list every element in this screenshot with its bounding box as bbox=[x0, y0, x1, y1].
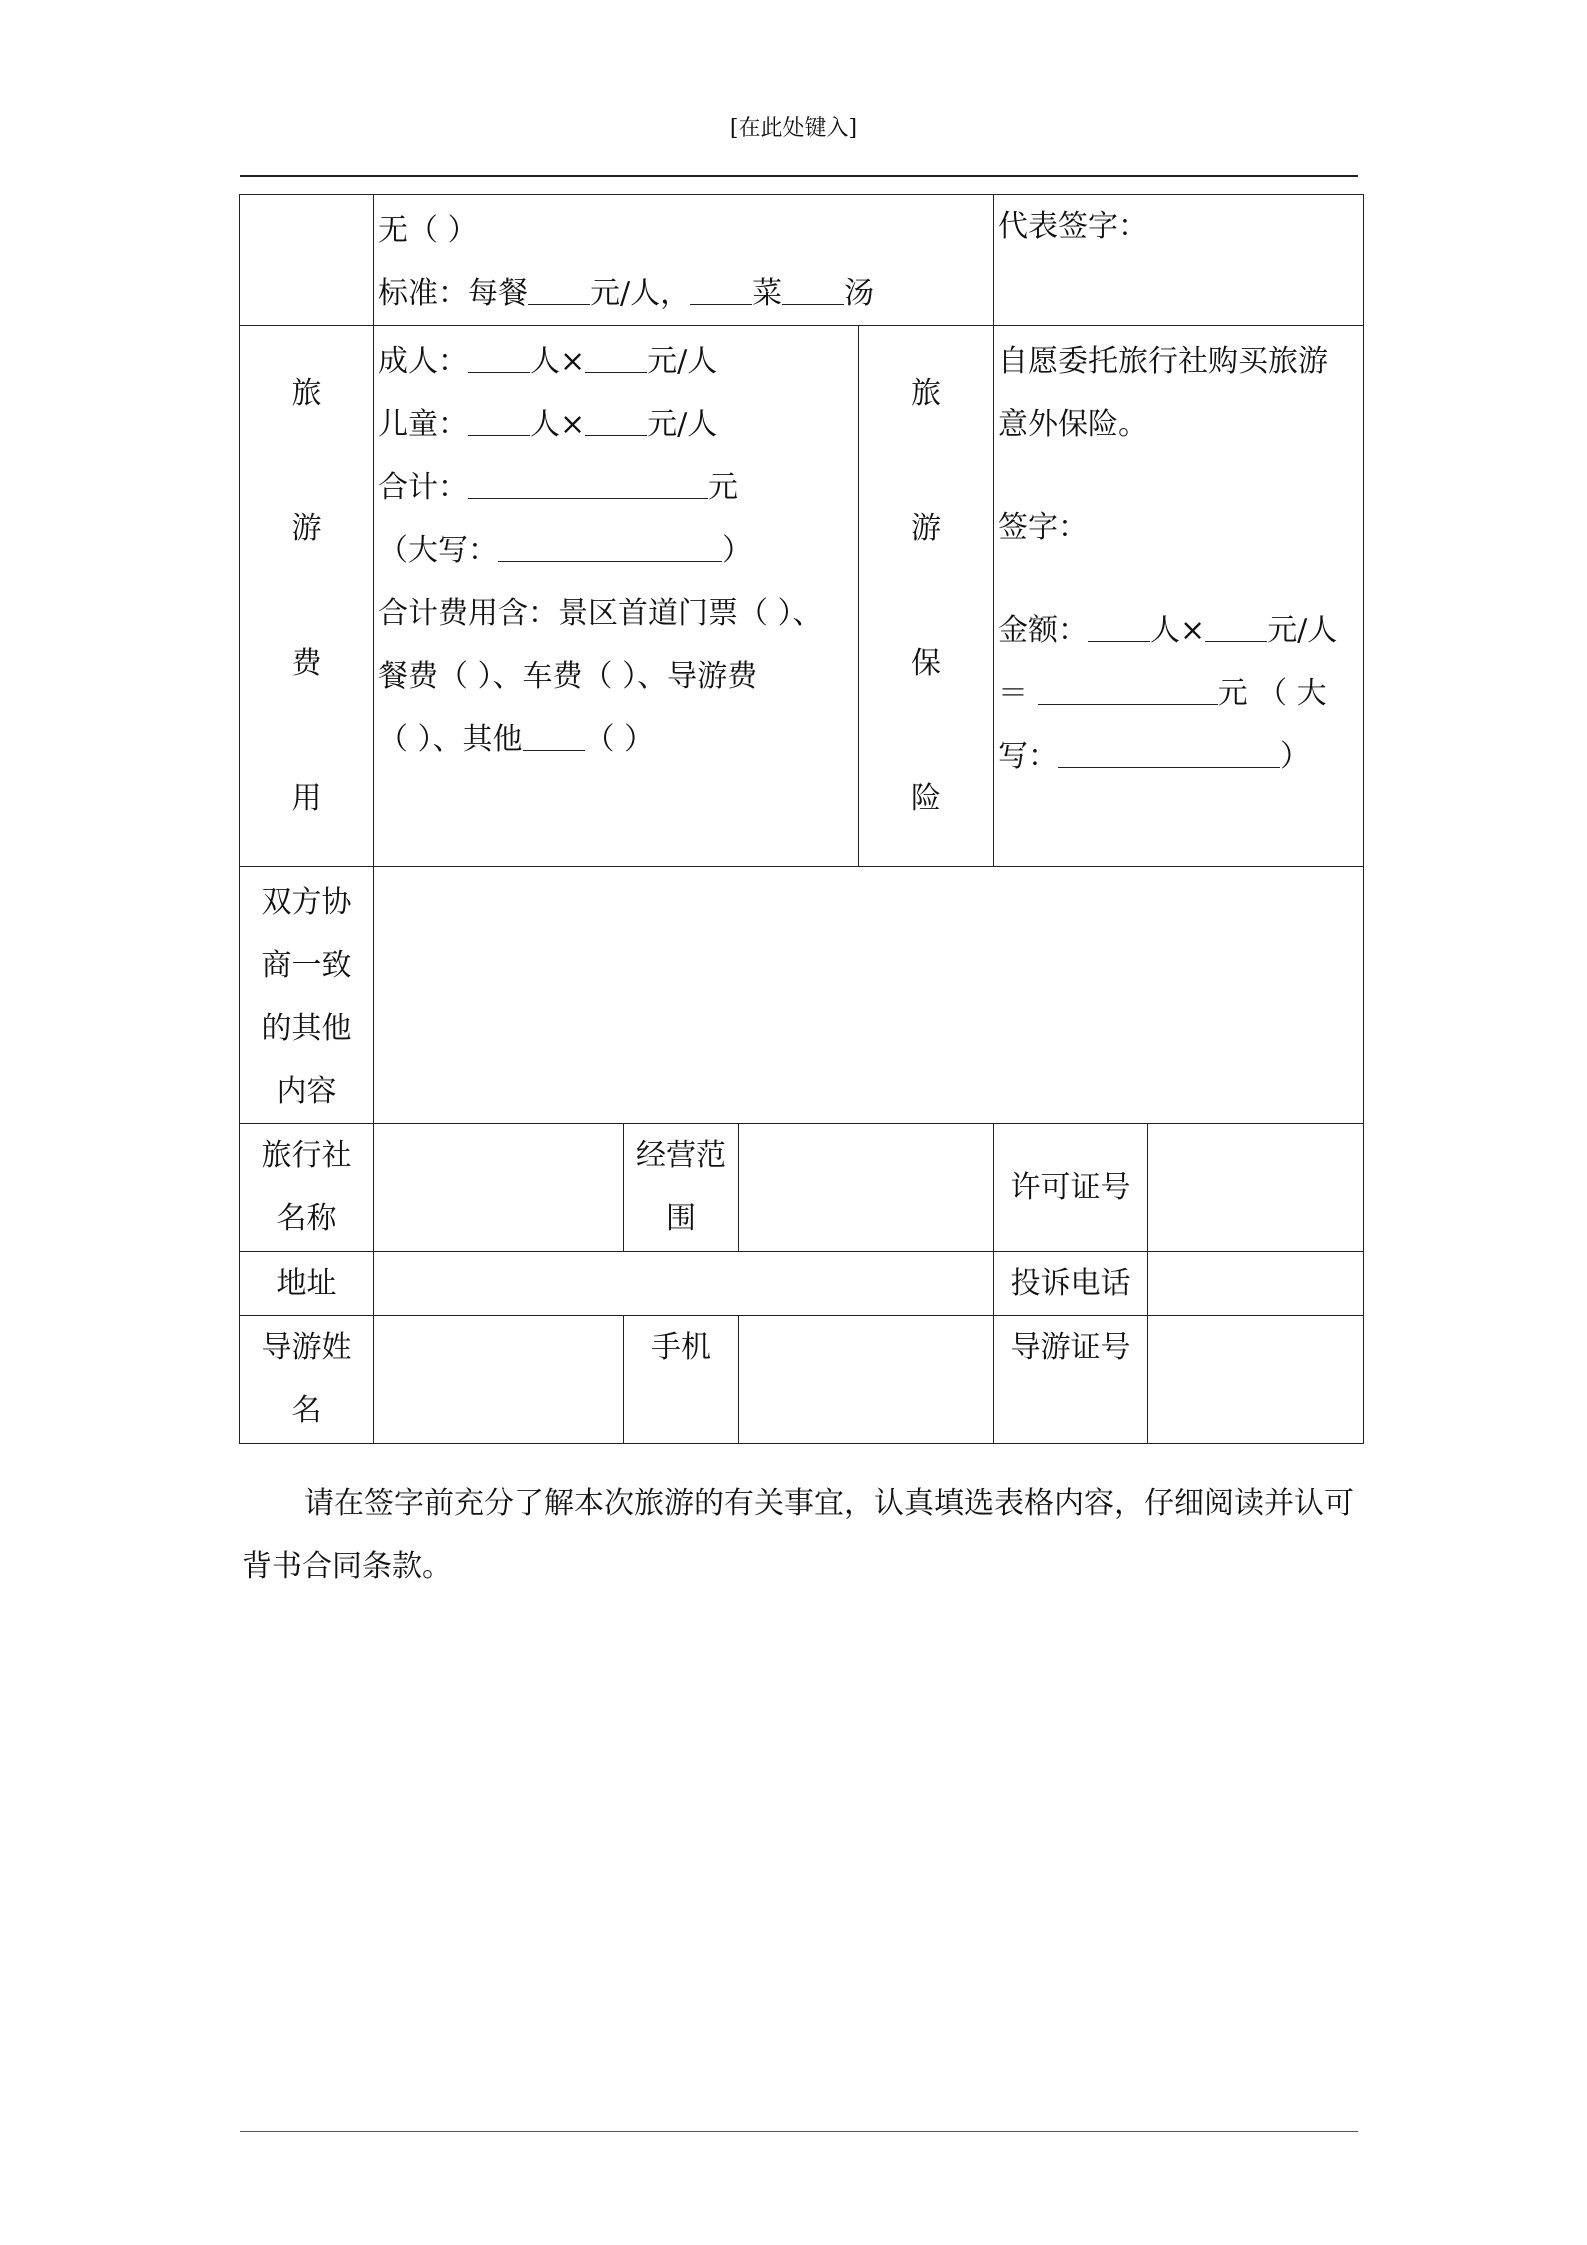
fee-total-suffix: 元 bbox=[708, 470, 738, 505]
address-field[interactable] bbox=[374, 1252, 994, 1316]
meal-signature-cell[interactable] bbox=[994, 195, 1364, 326]
insurance-amount-line bbox=[998, 599, 1359, 662]
agency-name-label: 名称 bbox=[276, 1201, 337, 1236]
guide-cert-label-cell bbox=[994, 1316, 1148, 1444]
insurance-price-blank[interactable] bbox=[1205, 611, 1267, 642]
mobile-label: 手机 bbox=[651, 1330, 711, 1365]
insurance-header-char: 旅 bbox=[911, 375, 942, 411]
insurance-capital-prefix: 写： bbox=[998, 739, 1059, 774]
mobile-field[interactable] bbox=[739, 1316, 994, 1444]
meal-soup-blank[interactable] bbox=[782, 274, 844, 305]
fee-yuan-per-person: 元/人 bbox=[647, 407, 718, 442]
guide-row bbox=[240, 1316, 1364, 1444]
address-label-cell bbox=[240, 1252, 374, 1316]
fee-includes-line bbox=[378, 708, 854, 771]
guide-cert-label: 导游证号 bbox=[1010, 1330, 1131, 1365]
fee-child-price-blank[interactable] bbox=[585, 405, 647, 436]
insurance-sign-label[interactable]: 签字： bbox=[998, 510, 1089, 545]
insurance-content-cell bbox=[994, 326, 1364, 867]
insurance-count-blank[interactable] bbox=[1088, 611, 1150, 642]
fee-content-cell bbox=[374, 326, 859, 867]
fee-includes-other-suffix: （ ） bbox=[584, 722, 655, 757]
fee-header-char: 游 bbox=[291, 510, 322, 546]
license-label: 许可证号 bbox=[1010, 1170, 1131, 1205]
insurance-equals: ＝ bbox=[998, 676, 1029, 711]
insurance-capital-line bbox=[998, 725, 1359, 788]
fee-includes-line: 餐费（ ）、车费（ ）、导游费 bbox=[378, 659, 758, 694]
meal-signature-label: 代表签字： bbox=[998, 209, 1149, 244]
meal-none-option: 无（ ） bbox=[378, 213, 478, 248]
fee-child-prefix: 儿童： bbox=[378, 407, 468, 442]
meal-standard-line bbox=[378, 262, 989, 325]
meal-standard-unit-soup: 汤 bbox=[844, 276, 875, 311]
fee-includes-line: 合计费用含：景区首道门票（ ）、 bbox=[378, 596, 823, 631]
fee-total-blank[interactable] bbox=[468, 468, 708, 499]
insurance-equals-line bbox=[998, 662, 1359, 725]
fee-capital-prefix: （大写： bbox=[378, 533, 498, 568]
other-content-label: 商一致 bbox=[261, 948, 352, 983]
footer-rule bbox=[240, 2131, 1358, 2132]
fee-child-line bbox=[378, 393, 854, 456]
insurance-capital-suffix: ） bbox=[1280, 739, 1311, 774]
meal-dishes-blank[interactable] bbox=[690, 274, 752, 305]
agency-name-label-cell bbox=[240, 1124, 374, 1252]
guide-name-label: 导游姓 bbox=[261, 1330, 352, 1365]
fee-header-char: 费 bbox=[291, 645, 322, 681]
fee-other-blank[interactable] bbox=[523, 720, 585, 751]
address-row bbox=[240, 1252, 1364, 1316]
fee-adult-prefix: 成人： bbox=[378, 344, 468, 379]
guide-cert-field[interactable] bbox=[1148, 1316, 1364, 1444]
insurance-consent-line: 自愿委托旅行社购买旅游 bbox=[998, 344, 1329, 379]
license-field[interactable] bbox=[1148, 1124, 1364, 1252]
insurance-header-cell bbox=[859, 326, 994, 867]
guide-name-label: 名 bbox=[291, 1393, 322, 1428]
fee-header-char: 旅 bbox=[291, 375, 322, 411]
fee-child-count-blank[interactable] bbox=[468, 405, 530, 436]
insurance-header-char: 保 bbox=[911, 645, 942, 681]
meal-standard-unit-dish: 菜 bbox=[752, 276, 783, 311]
agency-scope-label-cell bbox=[624, 1124, 739, 1252]
page-header-text: [在此处键入] bbox=[729, 116, 858, 141]
mobile-label-cell bbox=[624, 1316, 739, 1444]
agency-scope-label: 围 bbox=[666, 1201, 696, 1236]
fee-capital-blank[interactable] bbox=[498, 531, 722, 562]
fee-total-prefix: 合计： bbox=[378, 470, 468, 505]
fee-adult-count-blank[interactable] bbox=[468, 342, 530, 373]
insurance-yuan: 元 （ 大 bbox=[1217, 676, 1327, 711]
complaint-phone-label: 投诉电话 bbox=[1010, 1266, 1131, 1301]
complaint-label-cell bbox=[994, 1252, 1148, 1316]
agency-name-label: 旅行社 bbox=[261, 1138, 352, 1173]
meal-standard-unit-yuan: 元/人， bbox=[590, 276, 691, 311]
fee-row bbox=[240, 326, 1364, 867]
insurance-yuan-per-person: 元/人 bbox=[1267, 613, 1338, 648]
other-content-label-cell bbox=[240, 867, 374, 1124]
other-content-label: 的其他 bbox=[261, 1011, 352, 1046]
insurance-header-char: 险 bbox=[911, 780, 942, 816]
contract-form-table bbox=[239, 194, 1364, 1444]
fee-header-char: 用 bbox=[291, 780, 322, 816]
agency-scope-label: 经营范 bbox=[636, 1138, 726, 1173]
fee-includes-other-prefix: （ ）、其他 bbox=[378, 722, 523, 757]
agency-scope-field[interactable] bbox=[739, 1124, 994, 1252]
meal-row bbox=[240, 195, 1364, 326]
fee-adult-price-blank[interactable] bbox=[585, 342, 647, 373]
fee-person-x: 人× bbox=[530, 407, 586, 442]
fee-capital-suffix: ） bbox=[722, 533, 752, 568]
guide-name-field[interactable] bbox=[374, 1316, 624, 1444]
header-rule bbox=[240, 175, 1358, 177]
address-label: 地址 bbox=[276, 1266, 337, 1301]
other-content-label: 双方协 bbox=[261, 885, 352, 920]
meal-content-cell bbox=[374, 195, 994, 326]
insurance-consent-line: 意外保险。 bbox=[998, 407, 1149, 442]
meal-standard-prefix: 标准：每餐 bbox=[378, 276, 528, 311]
fee-yuan-per-person: 元/人 bbox=[647, 344, 718, 379]
insurance-amount-prefix: 金额： bbox=[998, 613, 1089, 648]
fee-header-cell bbox=[240, 326, 374, 867]
other-content-field[interactable] bbox=[374, 867, 1364, 1124]
other-content-row bbox=[240, 867, 1364, 1124]
guide-name-label-cell bbox=[240, 1316, 374, 1444]
insurance-header-char: 游 bbox=[911, 510, 942, 546]
fee-capital-line bbox=[378, 519, 854, 582]
fee-total-line bbox=[378, 456, 854, 519]
insurance-capital-blank[interactable] bbox=[1058, 737, 1280, 768]
agency-row bbox=[240, 1124, 1364, 1252]
insurance-total-blank[interactable] bbox=[1038, 674, 1218, 705]
meal-price-blank[interactable] bbox=[528, 274, 590, 305]
insurance-person-x: 人× bbox=[1150, 613, 1206, 648]
fee-person-x: 人× bbox=[530, 344, 586, 379]
fee-adult-line bbox=[378, 330, 854, 393]
complaint-phone-field[interactable] bbox=[1148, 1252, 1364, 1316]
agency-name-field[interactable] bbox=[374, 1124, 624, 1252]
meal-label-cell bbox=[240, 195, 374, 326]
notice-paragraph: 请在签字前充分了解本次旅游的有关事宜，认真填选表格内容，仔细阅读并认可背书合同条款。 bbox=[242, 1486, 1354, 1584]
other-content-label: 内容 bbox=[276, 1074, 337, 1109]
license-label-cell bbox=[994, 1124, 1148, 1252]
